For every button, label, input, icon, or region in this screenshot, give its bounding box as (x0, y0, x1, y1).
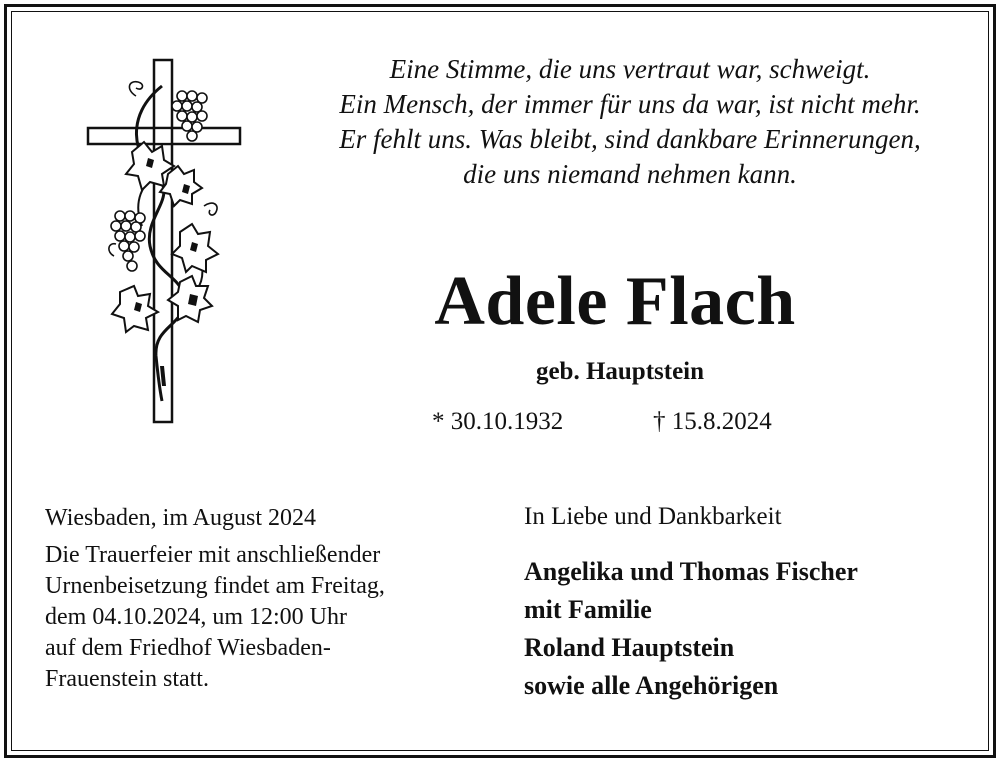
ceremony-notice (45, 503, 485, 695)
ceremony-line: Urnenbeisetzung findet am Freitag, (45, 573, 385, 599)
poem-line: die uns niemand nehmen kann. (463, 159, 797, 189)
birth-date: * 30.10.1932 (432, 408, 564, 435)
ceremony-line: Die Trauerfeier mit anschließender (45, 542, 381, 568)
cross-with-grapevine-icon (84, 56, 244, 428)
ceremony-line: Frauenstein statt. (45, 666, 209, 692)
mourner-line: Angelika und Thomas Fischer (524, 557, 858, 586)
mourner-line: Roland Hauptstein (524, 633, 735, 662)
poem-line: Ein Mensch, der immer für uns da war, ist nicht mehr. (339, 89, 921, 119)
poem-line: Er fehlt uns. Was bleibt, sind dankbare Erinnerungen, (339, 124, 921, 154)
deceased-name: Adele Flach (434, 263, 796, 340)
mourner-line: sowie alle Angehörigen (524, 671, 779, 700)
mourners-block (524, 503, 974, 705)
place-date: Wiesbaden, im August 2024 (45, 505, 317, 531)
poem-line: Eine Stimme, die uns vertraut war, schweigt. (389, 54, 871, 84)
mourner-line: mit Familie (524, 595, 652, 624)
death-date: † 15.8.2024 (653, 408, 772, 435)
memorial-poem (280, 52, 980, 192)
mourners-intro: In Liebe und Dankbarkeit (524, 503, 782, 530)
maiden-name: geb. Hauptstein (535, 358, 705, 385)
ceremony-line: auf dem Friedhof Wiesbaden- (45, 635, 331, 661)
ceremony-line: dem 04.10.2024, um 12:00 Uhr (45, 604, 347, 630)
